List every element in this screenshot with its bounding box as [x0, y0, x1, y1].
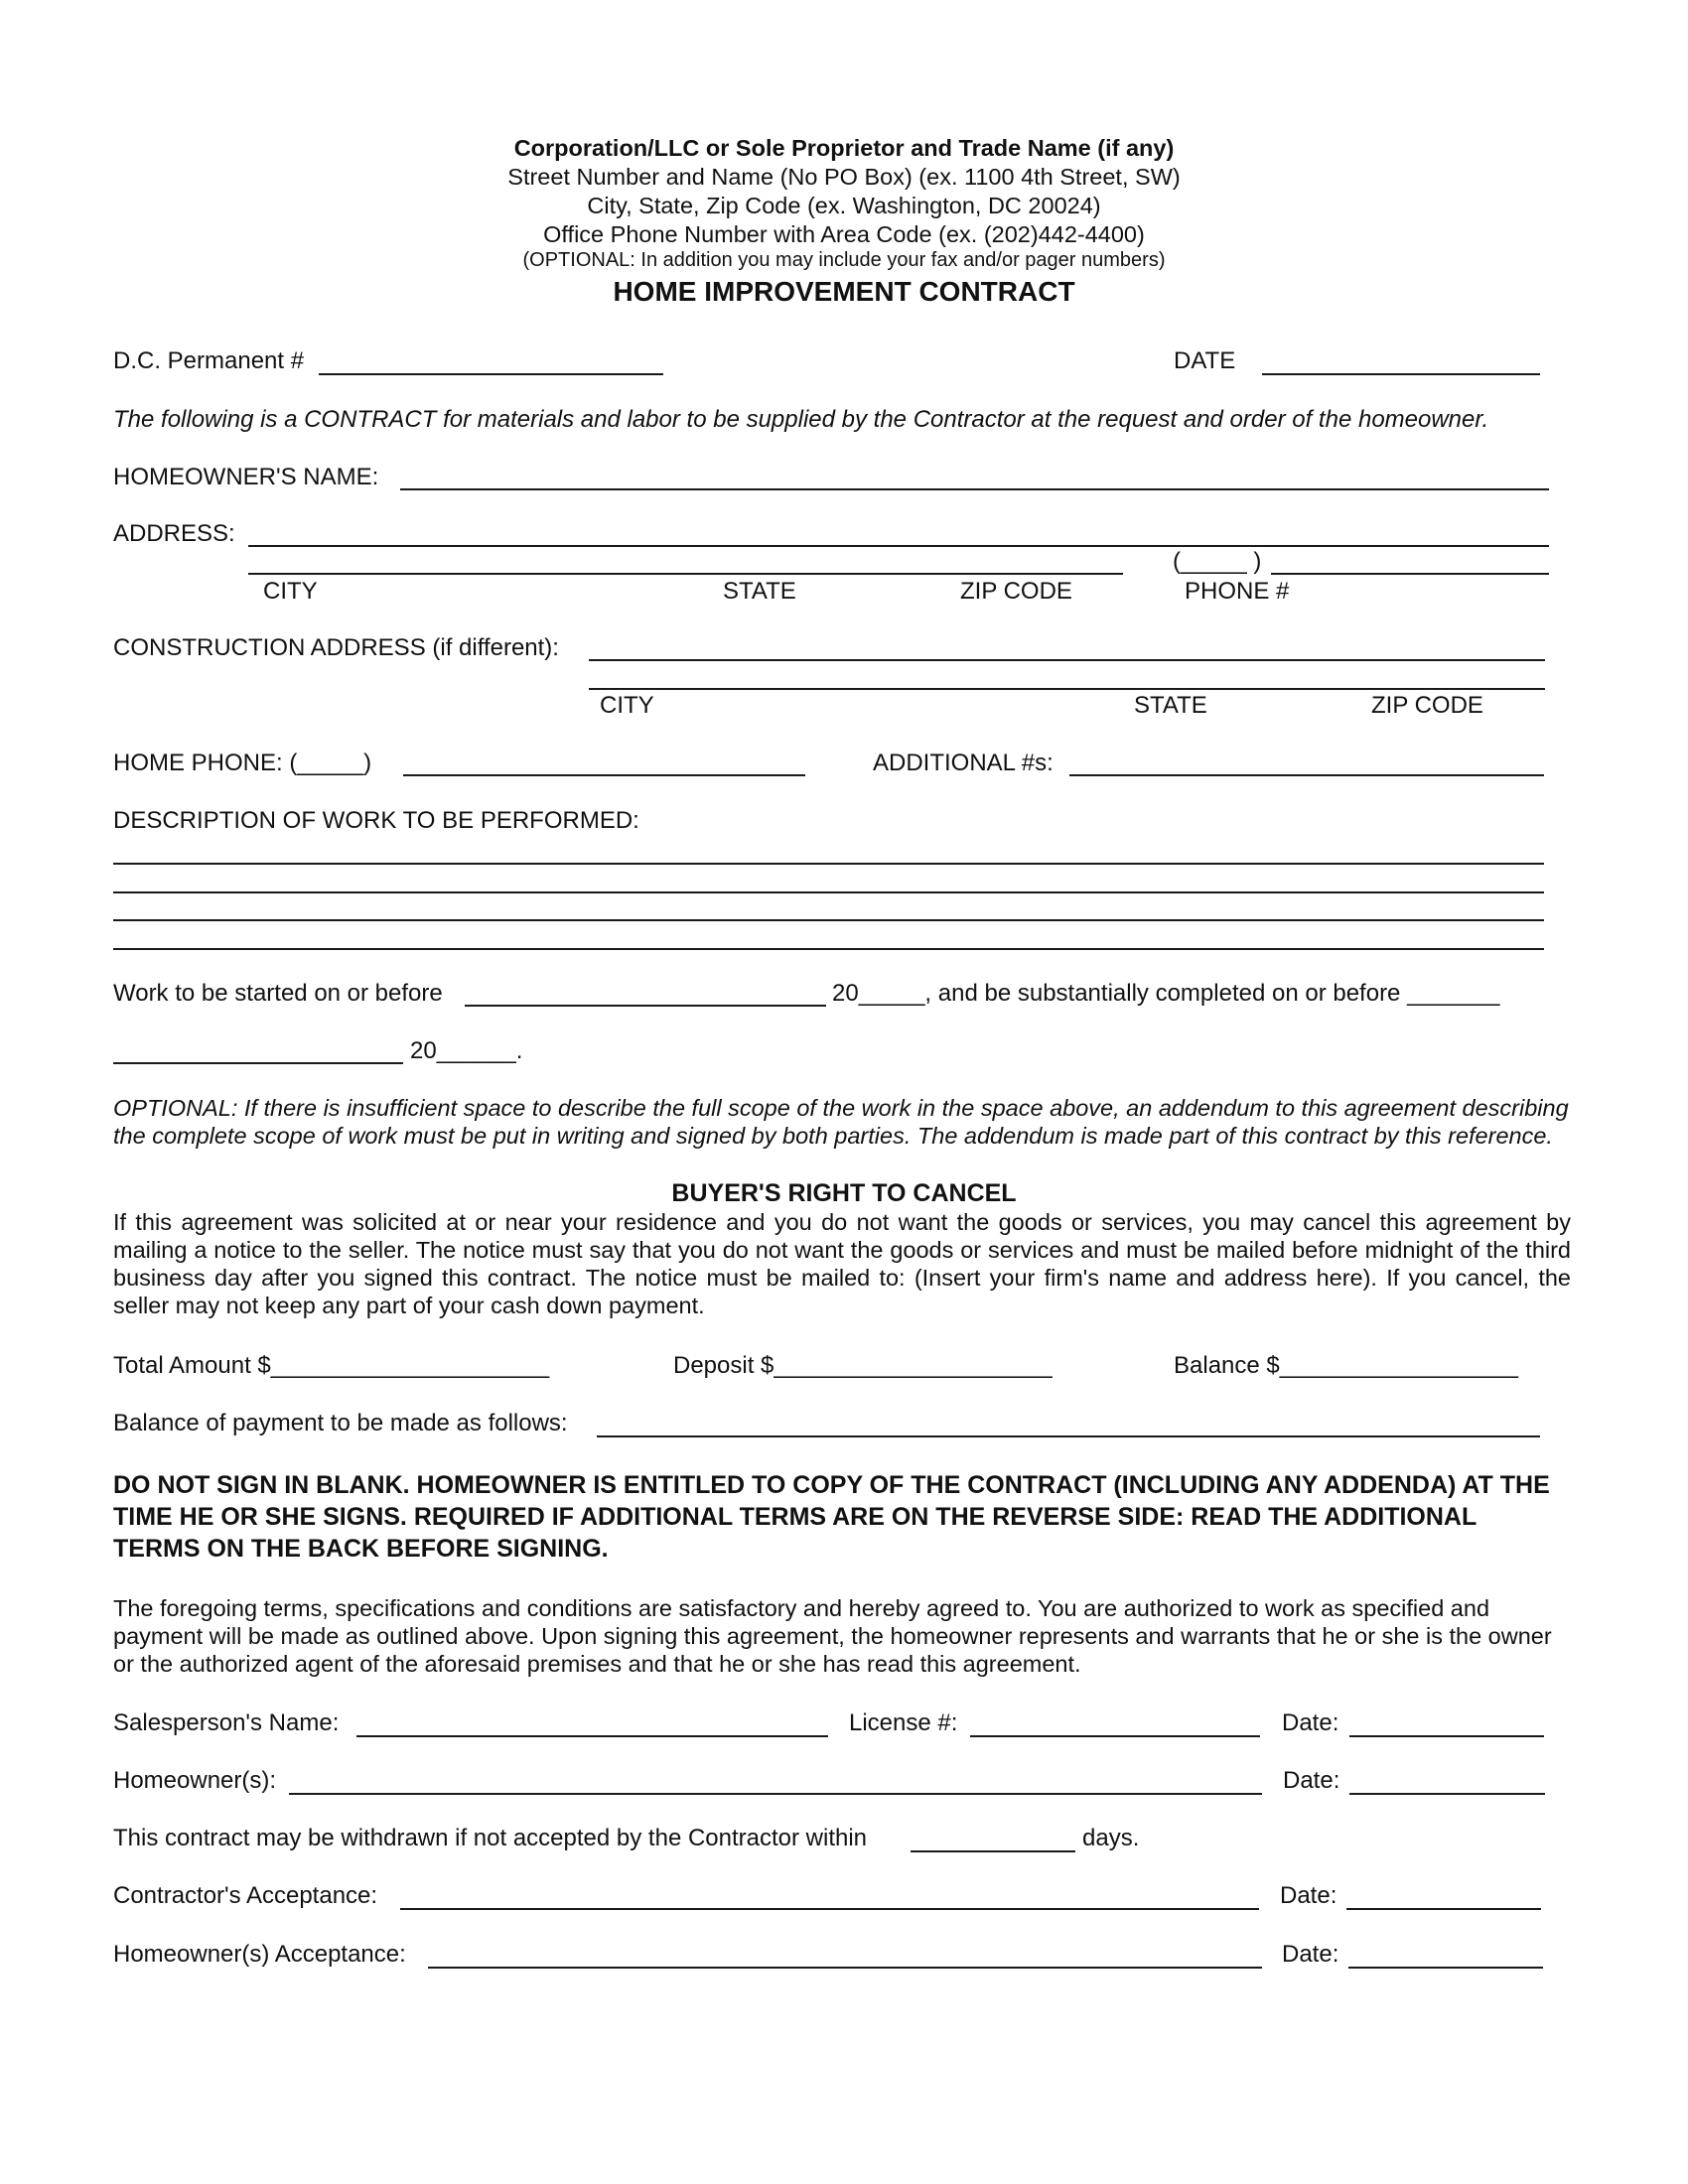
description-label: DESCRIPTION OF WORK TO BE PERFORMED: — [113, 807, 639, 834]
payment-schedule-label: Balance of payment to be made as follows: — [113, 1410, 568, 1436]
homeowner-acceptance-label: Homeowner(s) Acceptance: — [113, 1941, 406, 1968]
contract-intro: The following is a CONTRACT for materials and labor to be supplied by the Contractor at the request and order of the homeowner. — [113, 406, 1489, 433]
homeowner-acceptance-date-field[interactable] — [1348, 1967, 1543, 1969]
homeowners-label: Homeowner(s): — [113, 1767, 277, 1794]
phone-caption: PHONE # — [1185, 578, 1290, 605]
home-phone-label: HOME PHONE: (_____) — [113, 750, 372, 776]
homeowner-acceptance-date-label: Date: — [1282, 1941, 1339, 1968]
salesperson-date-label: Date: — [1282, 1709, 1339, 1736]
construction-city-caption: CITY — [600, 692, 654, 719]
company-street: Street Number and Name (No PO Box) (ex. 1100 4th Street, SW) — [507, 164, 1181, 190]
address-label: ADDRESS: — [113, 520, 235, 547]
completion-date-text: 20_____, and be substantially completed on or before _______ — [832, 980, 1500, 1007]
total-amount-field[interactable]: Total Amount $_____________________ — [113, 1352, 550, 1379]
completion-date-field[interactable] — [113, 1062, 403, 1064]
license-label: License #: — [849, 1709, 958, 1736]
withdraw-days-field[interactable] — [911, 1850, 1075, 1852]
balance-field[interactable]: Balance $__________________ — [1174, 1352, 1519, 1379]
construction-address-field[interactable] — [589, 659, 1545, 661]
construction-address-label: CONSTRUCTION ADDRESS (if different): — [113, 634, 559, 661]
optional-addendum-note: OPTIONAL: If there is insufficient space to describe the full scope of the work in the space above, an addendum to this agreement describing the complete scope of work must be put in writing and signed by both parties. The addendum is made part of this contract by this reference. — [113, 1095, 1569, 1149]
description-line[interactable] — [113, 891, 1544, 893]
construction-zip-caption: ZIP CODE — [1371, 692, 1483, 719]
license-field[interactable] — [970, 1735, 1260, 1737]
company-phone: Office Phone Number with Area Code (ex. (202)442-4400) — [543, 221, 1145, 247]
do-not-sign-blank-warning: DO NOT SIGN IN BLANK. HOMEOWNER IS ENTITLED TO COPY OF THE CONTRACT (INCLUDING ANY ADDENDA) AT THE TIME HE OR SHE SIGNS. REQUIRED IF ADDITIONAL TERMS ARE ON THE REVERSE SIDE: READ THE ADDITIONAL TERMS ON THE BACK BEFORE SIGNING. — [113, 1471, 1550, 1563]
zip-caption: ZIP CODE — [960, 578, 1072, 605]
homeowners-signature-field[interactable] — [289, 1793, 1262, 1795]
phone-area-code: (_____ ) — [1173, 548, 1262, 575]
page-title: HOME IMPROVEMENT CONTRACT — [613, 276, 1075, 307]
withdraw-days-text: days. — [1082, 1825, 1140, 1851]
payment-schedule-field[interactable] — [597, 1435, 1540, 1437]
date-label: DATE — [1174, 347, 1236, 374]
homeowner-name-label: HOMEOWNER'S NAME: — [113, 464, 379, 490]
homeowners-date-field[interactable] — [1349, 1793, 1545, 1795]
address-line2-field[interactable] — [248, 573, 1123, 575]
agreement-text: The foregoing terms, specifications and conditions are satisfactory and hereby agreed to. You are authorized to work as specified and payment will be made as outlined above. Upon signing this agreement, the homeowner represents and warrants that he or she is the owner or the authorized agent of the aforesaid premises and that he or she has read this agreement. — [113, 1595, 1552, 1677]
contractor-date-label: Date: — [1280, 1882, 1337, 1909]
permit-label: D.C. Permanent # — [113, 347, 305, 374]
construction-address-line2-field[interactable] — [589, 688, 1545, 690]
salesperson-date-field[interactable] — [1349, 1735, 1544, 1737]
company-name: Corporation/LLC or Sole Proprietor and Trade Name (if any) — [513, 135, 1175, 161]
description-line[interactable] — [113, 863, 1544, 865]
permit-field[interactable] — [319, 373, 663, 375]
cancel-heading: BUYER'S RIGHT TO CANCEL — [671, 1179, 1017, 1207]
cancel-text: If this agreement was solicited at or near your residence and you do not want the goods or services, you may cancel this agreement by mailing a notice to the seller. The notice must say that you do not want the goods or services and must be mailed before midnight of the third business day after you signed this contract. The notice must be mailed to: (Insert your firm's name and address here). If you cancel, the seller may not keep any part of your cash down payment. — [113, 1209, 1571, 1318]
contractor-date-field[interactable] — [1346, 1908, 1541, 1910]
city-caption: CITY — [263, 578, 318, 605]
start-date-field[interactable] — [465, 1005, 826, 1007]
homeowner-acceptance-field[interactable] — [428, 1967, 1262, 1969]
state-caption: STATE — [723, 578, 796, 605]
phone-field[interactable] — [1271, 573, 1549, 575]
homeowners-date-label: Date: — [1283, 1767, 1340, 1794]
description-line[interactable] — [113, 919, 1544, 921]
construction-state-caption: STATE — [1134, 692, 1207, 719]
additional-numbers-label: ADDITIONAL #s: — [873, 750, 1054, 776]
company-optional-note: (OPTIONAL: In addition you may include your fax and/or pager numbers) — [522, 249, 1166, 271]
completion-year-text: 20______. — [410, 1037, 523, 1064]
company-city: City, State, Zip Code (ex. Washington, DC 20024) — [587, 193, 1101, 218]
deposit-field[interactable]: Deposit $_____________________ — [673, 1352, 1053, 1379]
withdraw-text: This contract may be withdrawn if not accepted by the Contractor within — [113, 1825, 868, 1851]
start-date-label: Work to be started on or before — [113, 980, 443, 1007]
address-field[interactable] — [248, 545, 1549, 547]
salesperson-name-field[interactable] — [356, 1735, 828, 1737]
contractor-acceptance-field[interactable] — [400, 1908, 1259, 1910]
home-phone-field[interactable] — [403, 774, 805, 776]
date-field[interactable] — [1262, 373, 1540, 375]
homeowner-name-field[interactable] — [400, 488, 1549, 490]
salesperson-name-label: Salesperson's Name: — [113, 1709, 340, 1736]
description-line[interactable] — [113, 948, 1544, 950]
contractor-acceptance-label: Contractor's Acceptance: — [113, 1882, 378, 1909]
additional-numbers-field[interactable] — [1069, 774, 1544, 776]
